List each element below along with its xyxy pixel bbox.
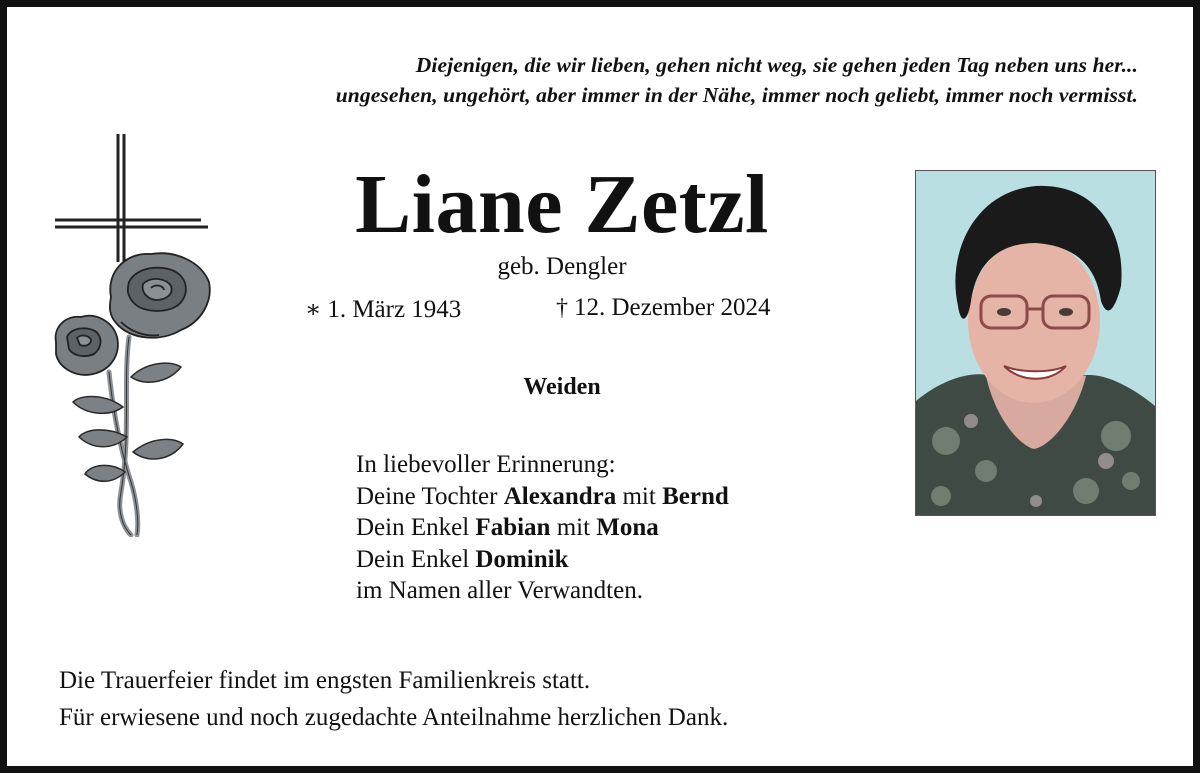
mourner-relation: Deine Tochter <box>356 482 504 510</box>
death-date-line <box>556 293 770 323</box>
mourner-partner-name: Mona <box>596 514 659 541</box>
mourners-block <box>356 449 729 607</box>
portrait-photo <box>915 170 1156 516</box>
birth-date: 1. März 1943 <box>327 296 462 323</box>
mourner-partner-name: Bernd <box>662 482 729 510</box>
mourner-joiner: mit <box>550 514 597 541</box>
footer-notice <box>59 662 728 736</box>
mourner-name: Fabian <box>475 514 551 541</box>
mourner-joiner: mit <box>616 482 663 510</box>
mourner-name: Alexandra <box>503 482 617 510</box>
rose-bloom-small <box>56 316 118 375</box>
memorial-quote <box>336 50 1138 110</box>
quote-line-2: ungesehen, ungehört, aber immer in der Nähe, immer noch geliebt, immer noch vermisst. <box>335 83 1138 107</box>
mourner-relation: Dein Enkel <box>356 514 476 541</box>
rose-bloom-large <box>110 253 210 337</box>
death-date: 12. Dezember 2024 <box>574 294 771 321</box>
mourner-line <box>356 544 729 576</box>
footer-line-1: Die Trauerfeier findet im engsten Familienkreis statt. <box>59 667 591 694</box>
mourner-relation: Dein Enkel <box>356 545 476 573</box>
birth-date-line <box>305 295 461 325</box>
quote-line-1: Diejenigen, die wir lieben, gehen nicht weg, sie gehen jeden Tag neben uns her... <box>415 53 1138 77</box>
death-cross-icon: † <box>556 295 568 321</box>
mourner-line <box>356 512 729 544</box>
portrait-image <box>916 171 1155 515</box>
birth-star-icon: ∗ <box>305 297 322 323</box>
cross-with-roses-icon <box>51 132 216 537</box>
cross-icon <box>55 134 208 262</box>
maiden-name: geb. Dengler <box>497 253 627 280</box>
mourner-name: Dominik <box>475 545 569 573</box>
mourners-closing: im Namen aller Verwandten. <box>356 577 643 604</box>
mourner-line <box>356 481 729 513</box>
deceased-name: Liane Zetzl <box>355 158 769 251</box>
place-of-residence: Weiden <box>523 374 601 400</box>
footer-line-2: Für erwiesene und noch zugedachte Anteilnahme herzlichen Dank. <box>59 704 729 731</box>
mourners-intro: In liebevoller Erinnerung: <box>356 451 616 478</box>
